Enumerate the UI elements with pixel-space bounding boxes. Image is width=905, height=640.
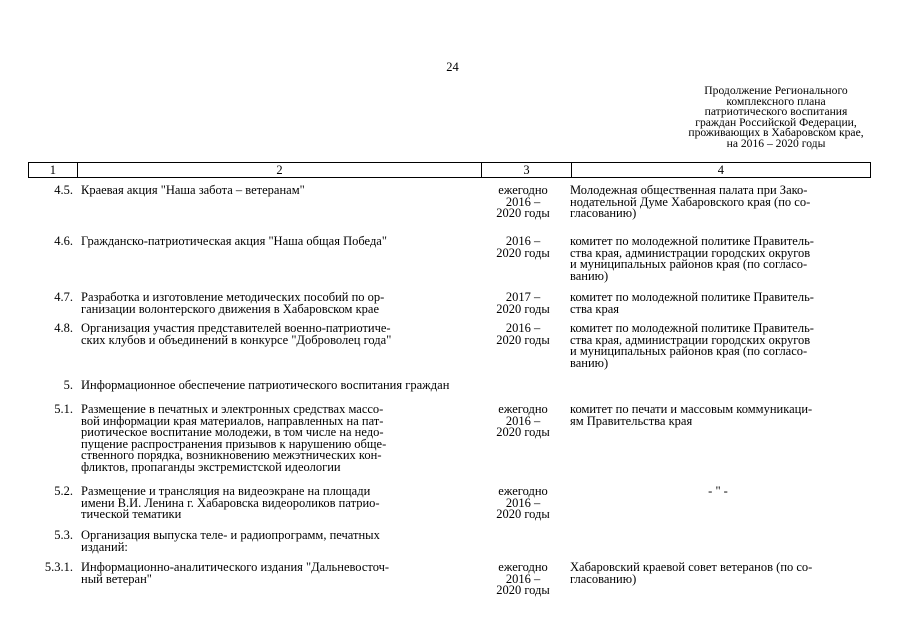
responsible <box>570 292 870 315</box>
event-name-line: тической тематики <box>81 507 182 522</box>
event-term-line: 2020 годы <box>496 507 550 522</box>
event-term-line: 2020 годы <box>496 425 550 440</box>
event-term <box>475 486 571 521</box>
event-name-line: Размещение в печатных и электронных средствах массо- <box>81 402 384 416</box>
responsible-line: и муниципальных районов края (по согласо- <box>570 344 808 359</box>
event-name-line: Разработка и изготовление методических пособий по ор- <box>81 290 385 304</box>
event-name <box>81 380 471 392</box>
event-term-line: 2020 годы <box>496 332 550 347</box>
event-name <box>81 486 471 521</box>
responsible-line: и муниципальных районов края (по согласо- <box>570 257 808 272</box>
responsible <box>570 236 870 282</box>
column-number-2: 2 <box>77 163 482 178</box>
row-number: 5.2. <box>54 484 73 498</box>
event-term-line: ежегодно <box>498 402 548 416</box>
row-number: 4.7. <box>54 290 73 304</box>
event-term-line: 2020 годы <box>496 206 550 221</box>
responsible-line: ства края <box>570 301 620 316</box>
event-term-line: 2017 – <box>505 290 541 304</box>
responsible-line: ства края, администрации городских округов <box>570 245 811 260</box>
responsible <box>570 404 870 427</box>
event-name <box>81 185 471 197</box>
responsible-line: ванию) <box>570 355 609 370</box>
event-term-line: 2020 годы <box>496 301 550 316</box>
row-number: 5.3.1. <box>44 560 73 574</box>
event-name <box>81 530 471 553</box>
row-number: 4.8. <box>54 321 73 335</box>
event-term <box>475 323 571 346</box>
continuation-line: комплексного плана <box>726 94 826 108</box>
event-term <box>475 292 571 315</box>
continuation-line: на 2016 – 2020 годы <box>726 136 826 150</box>
row-number: 5. <box>63 378 73 392</box>
responsible-line: комитет по молодежной политике Правитель- <box>570 321 814 335</box>
row-number: 4.6. <box>54 234 73 248</box>
responsible-line: комитет по молодежной политике Правитель- <box>570 290 814 304</box>
event-name <box>81 292 471 315</box>
responsible-line: Молодежная общественная палата при Зако- <box>570 183 808 197</box>
event-name-line: пущение распространения призывов к нарушению обще- <box>81 436 387 451</box>
responsible-line: нодательной Думе Хабаровского края (по со- <box>570 194 811 209</box>
event-name-line: вой информации края материалов, направленных на пат- <box>81 413 384 428</box>
event-name <box>81 236 471 248</box>
event-name-line: ственного порядка, возникновению межэтнических кон- <box>81 448 382 463</box>
continuation-line: патриотического воспитания <box>704 105 848 119</box>
event-name-line: Размещение и трансляция на видеоэкране на площади <box>81 484 371 498</box>
responsible-line: комитет по печати и массовым коммуникаци- <box>570 402 813 416</box>
event-name-line: Организация выпуска теле- и радиопрограмм, печатных <box>81 528 380 542</box>
event-name-line: ских клубов и объединений в конкурсе "Доброволец года" <box>81 332 392 347</box>
event-name-line: Краевая акция "Наша забота – ветеранам" <box>81 183 305 197</box>
row-number: 4.5. <box>54 183 73 197</box>
event-term-line: 2016 – <box>505 321 541 335</box>
event-name <box>81 562 471 585</box>
responsible-line: гласованию) <box>570 571 637 586</box>
event-name-line: ный ветеран" <box>81 571 152 586</box>
row-number: 5.3. <box>54 528 73 542</box>
event-name-line: фликтов, пропаганды экстремистской идеологии <box>81 459 341 474</box>
event-name-line: Гражданско-патриотическая акция "Наша общая Победа" <box>81 234 387 248</box>
responsible <box>570 185 870 220</box>
responsible-line: комитет по молодежной политике Правитель- <box>570 234 814 248</box>
responsible <box>568 486 868 498</box>
event-name-line: Организация участия представителей военно-патриотиче- <box>81 321 391 335</box>
continuation-line: граждан Российской Федерации, <box>695 115 857 129</box>
event-name-line: имени В.И. Ленина г. Хабаровска видеороликов патрио- <box>81 495 380 510</box>
responsible-line: - " - <box>708 484 728 498</box>
event-term <box>475 185 571 220</box>
event-name-line: Информационно-аналитического издания "Дальневосточ- <box>81 560 390 574</box>
event-term-line: 2016 – <box>505 571 541 586</box>
row-number: 5.1. <box>54 402 73 416</box>
responsible-line: ванию) <box>570 268 609 283</box>
continuation-line: проживающих в Хабаровском крае, <box>688 126 864 140</box>
column-number-3: 3 <box>482 163 571 178</box>
event-term <box>475 236 571 259</box>
event-term-line: 2016 – <box>505 413 541 428</box>
column-number-1: 1 <box>29 163 78 178</box>
responsible <box>570 562 870 585</box>
column-number-4: 4 <box>571 163 870 178</box>
responsible <box>570 323 870 369</box>
event-term-line: 2020 годы <box>496 245 550 260</box>
event-term <box>475 562 571 597</box>
event-name-line: риотическое воспитание молодежи, в том числе на недо- <box>81 425 384 440</box>
event-name-line: изданий: <box>81 539 128 554</box>
responsible-line: Хабаровский краевой совет ветеранов (по со- <box>570 560 813 574</box>
event-name-line: ганизации волонтерского движения в Хабаровском крае <box>81 301 380 316</box>
event-name-line: Информационное обеспечение патриотического воспитания граждан <box>81 378 450 392</box>
column-number-header <box>28 162 871 178</box>
event-term-line: ежегодно <box>498 560 548 574</box>
continuation-line: Продолжение Регионального <box>704 84 848 97</box>
event-term-line: ежегодно <box>498 484 548 498</box>
event-term-line: 2016 – <box>505 194 541 209</box>
page-number: 24 <box>446 60 459 74</box>
event-name <box>81 404 471 474</box>
responsible-line: ям Правительства края <box>570 413 693 428</box>
responsible-line: ства края, администрации городских округов <box>570 332 811 347</box>
event-term-line: 2020 годы <box>496 583 550 598</box>
event-term-line: ежегодно <box>498 183 548 197</box>
event-term-line: 2016 – <box>505 495 541 510</box>
continuation-header <box>656 86 896 150</box>
event-term-line: 2016 – <box>505 234 541 248</box>
event-name <box>81 323 471 346</box>
responsible-line: гласованию) <box>570 206 637 221</box>
event-term <box>475 404 571 439</box>
